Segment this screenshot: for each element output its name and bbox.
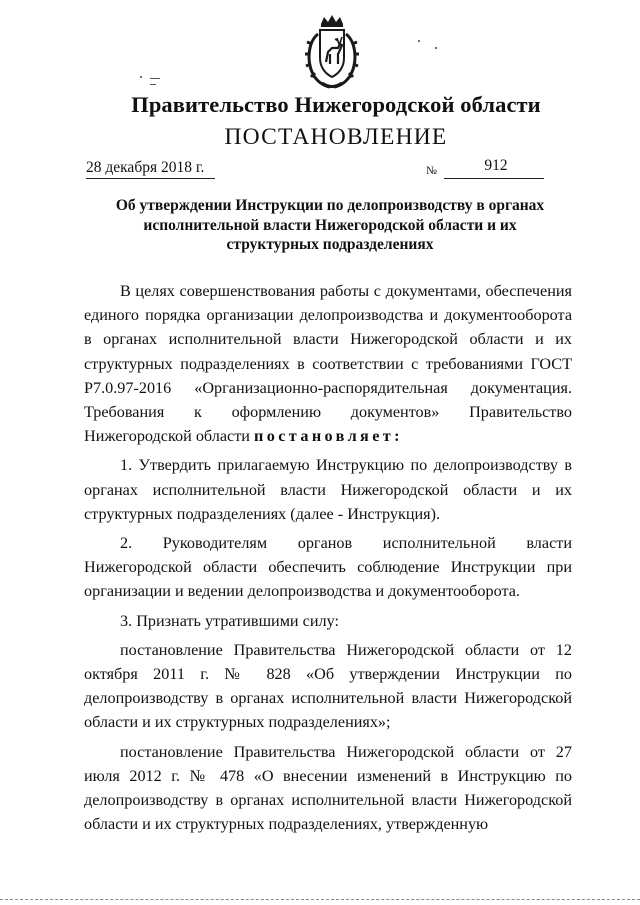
scan-edge [0,899,640,901]
document-body [84,279,572,836]
paragraph-item-3: 3. Признать утратившими силу: [120,611,339,630]
scan-mark [150,78,160,79]
scan-speck [140,76,142,78]
coat-of-arms-icon [302,14,362,90]
subject-line: структурных подразделениях [226,236,434,253]
paragraph-item-1: 1. Утвердить прилагаемую Инструкцию по делопроизводству в органах исполнительной власти Нижегородской области и их структурных подразделениях (далее - Инструкция). [84,456,572,523]
date-underline [86,178,215,179]
intro-text: В целях совершенствования работы с документами, обеспечения единого порядка организации делопроизводства и документооборота в органах исполнительной власти Нижегородской области и их структурных подразделениях в соответствии с требованиями ГОСТ Р7.0.97-2016 «Организационно-распорядительная документация. Требования к оформлению документов» Правительство Нижегородской области [84,282,572,446]
number-underline [444,178,544,179]
paragraph-intro [84,279,572,448]
organization-name: Правительство Нижегородской области [131,92,541,117]
number-sign: № [426,165,437,177]
document-subject [110,196,550,255]
scan-speck [418,40,420,42]
subject-line: исполнительной власти Нижегородской области и их [143,216,517,234]
resolves-word: постановляет: [253,427,403,446]
paragraph-item-2: 2. Руководителям органов исполнительной власти Нижегородской области обеспечить соблюдение Инструкции при организации и ведении делопроизводства и документооборота. [84,534,572,601]
document-type: ПОСТАНОВЛЕНИЕ [224,124,448,150]
scan-speck [435,47,437,49]
scan-mark [150,84,156,85]
document-number: 912 [484,157,508,174]
document-date: 28 декабря 2018 г. [86,159,205,176]
subject-line: Об утверждении Инструкции по делопроизводству в органах [115,197,545,214]
paragraph-item-3a: постановление Правительства Нижегородской области от 12 октября 2011 г. № 828 «Об утверждении Инструкции по делопроизводству в органах исполнительной власти Нижегородской области и их структурных подразделениях»; [84,640,572,732]
paragraph-item-3b: постановление Правительства Нижегородской области от 27 июля 2012 г. № 478 «О внесении изменений в Инструкцию по делопроизводству в органах исполнительной власти Нижегородской области и их структурных подразделениях, утвержденную [84,742,572,834]
